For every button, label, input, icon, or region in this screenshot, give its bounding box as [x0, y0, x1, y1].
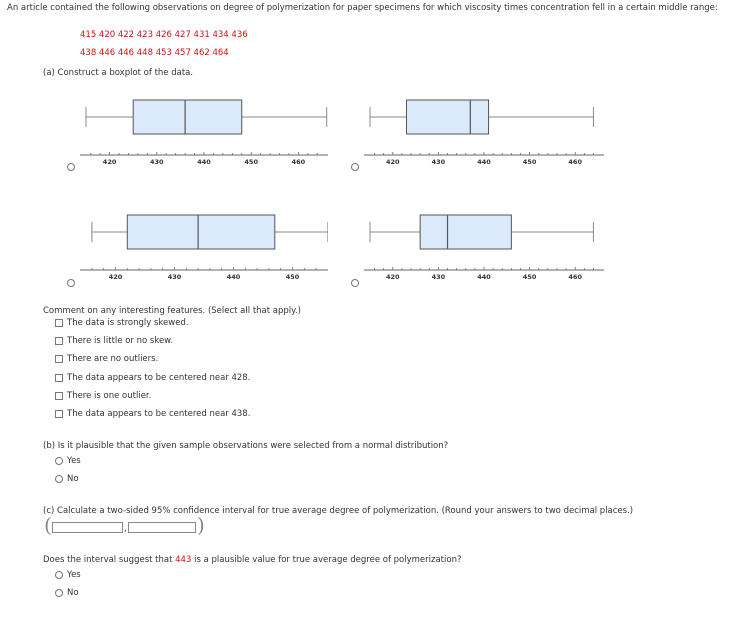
tick-label: 420	[386, 158, 400, 166]
tick-label: 430	[431, 158, 446, 166]
comment-checkbox-4[interactable]	[55, 374, 63, 382]
tick-label: 430	[150, 158, 164, 166]
box-iqr	[127, 215, 274, 249]
box-iqr	[133, 100, 242, 134]
part-b-no-radio[interactable]	[55, 475, 63, 483]
part-c-question-value: 443	[175, 555, 192, 565]
comment-prompt: Comment on any interesting features. (Select all that apply.)	[43, 306, 301, 316]
comment-label-2: There is little or no skew.	[67, 336, 174, 346]
comment-label-5: There is one outlier.	[67, 391, 152, 401]
tick-label: 450	[285, 273, 300, 281]
ci-upper-input[interactable]	[128, 522, 196, 533]
comment-label-4: The data appears to be centered near 428.	[67, 373, 251, 383]
tick-label: 460	[568, 273, 582, 281]
boxplot-option-3	[80, 213, 328, 289]
tick-label: 430	[431, 273, 446, 281]
comment-checkbox-3[interactable]	[55, 355, 63, 363]
tick-label: 450	[522, 158, 537, 166]
data-row-1: 415 420 422 423 426 427 431 434 436	[80, 30, 248, 40]
part-b-yes-radio[interactable]	[55, 457, 63, 465]
part-c-prompt: (c) Calculate a two-sided 95% confidence interval for true average degree of polymerization. (Round your answers to two decimal places.)	[43, 506, 634, 516]
comment-label-3: There are no outliers.	[67, 354, 159, 364]
tick-label: 460	[291, 158, 306, 166]
tick-label: 460	[568, 158, 582, 166]
data-row-2: 438 446 446 448 453 457 462 464	[80, 48, 229, 58]
part-c-question: Does the interval suggest that 443 is a plausible value for true average degree of polymerization?	[43, 555, 462, 565]
boxplot-option-4-radio[interactable]	[351, 279, 359, 287]
tick-label: 420	[386, 273, 400, 281]
tick-label: 450	[244, 158, 258, 166]
box-iqr	[420, 215, 511, 249]
part-b-no-label: No	[67, 474, 79, 484]
tick-label: 440	[477, 273, 491, 281]
ci-right-paren: )	[197, 513, 205, 537]
box-iqr	[406, 100, 488, 134]
tick-label: 440	[226, 273, 241, 281]
boxplot-option-4	[364, 213, 604, 289]
part-c-no-radio[interactable]	[55, 589, 63, 597]
comment-checkbox-2[interactable]	[55, 337, 63, 345]
tick-label: 440	[197, 158, 211, 166]
boxplot-option-1-radio[interactable]	[67, 163, 75, 171]
boxplot-option-2	[364, 98, 604, 174]
tick-label: 440	[477, 158, 491, 166]
part-b-yes-label: Yes	[67, 456, 81, 466]
comment-checkbox-1[interactable]	[55, 319, 63, 327]
part-c-yes-radio[interactable]	[55, 571, 63, 579]
tick-label: 420	[102, 158, 117, 166]
comment-checkbox-5[interactable]	[55, 392, 63, 400]
tick-label: 450	[522, 273, 537, 281]
problem-intro: An article contained the following observations on degree of polymerization for paper specimens for which viscosity times concentration fell in a certain middle range:	[7, 3, 718, 13]
comment-label-6: The data appears to be centered near 438.	[67, 409, 251, 419]
tick-label: 430	[167, 273, 182, 281]
boxplot-option-1	[80, 98, 328, 174]
comment-label-1: The data is strongly skewed.	[67, 318, 189, 328]
tick-label: 420	[108, 273, 123, 281]
part-c-yes-label: Yes	[67, 570, 81, 580]
ci-lower-input[interactable]	[52, 522, 123, 533]
boxplot-option-2-radio[interactable]	[351, 163, 359, 171]
part-a-prompt: (a) Construct a boxplot of the data.	[43, 68, 194, 78]
part-b-prompt: (b) Is it plausible that the given sample observations were selected from a normal distribution?	[43, 441, 449, 451]
ci-comma: ,	[124, 524, 127, 534]
boxplot-option-3-radio[interactable]	[67, 279, 75, 287]
comment-checkbox-6[interactable]	[55, 410, 63, 418]
part-c-no-label: No	[67, 588, 79, 598]
ci-left-paren: (	[44, 513, 52, 537]
